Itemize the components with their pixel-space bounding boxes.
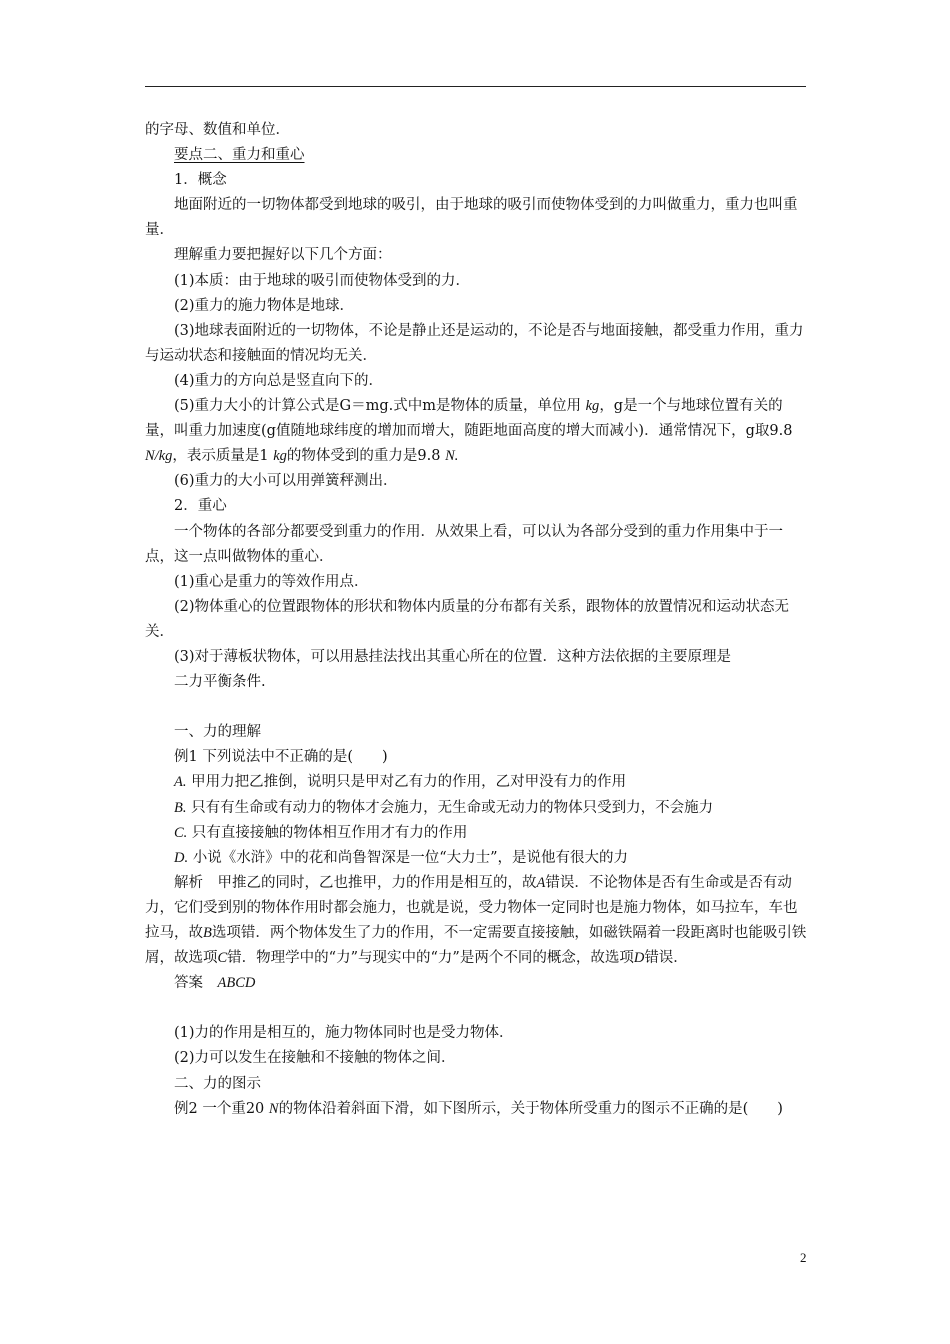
option-b: B. 只有有生命或有动力的物体才会施力，无生命或无动力的物体只受到力，不会施力 (174, 799, 714, 816)
list-item: (5)重力大小的计算公式是G＝mg.式中m是物体的质量，单位用 kg，g是一个与地球位置有关的量，叫重力加速度(g值随地球纬度的增加而增大，随距地面高度的增大而减小)．通常情况下，g取9.8 N/kg，表示质量是1 kg的物体受到的重力是9.8 N. (145, 398, 793, 465)
paragraph: 地面附近的一切物体都受到地球的吸引，由于地球的吸引而使物体受到的力叫做重力，重力也叫重量． (145, 197, 798, 239)
answer: 答案 ABCD (174, 975, 256, 992)
paragraph: 二力平衡条件. (174, 674, 266, 691)
section-heading: 二、力的图示 (174, 1075, 261, 1092)
text-line: 的字母、数值和单位． (145, 122, 290, 138)
section-heading: 一、力的理解 (174, 724, 261, 741)
paragraph: 理解重力要把握好以下几个方面： (174, 247, 392, 264)
solution: 解析 甲推乙的同时，乙也推甲，力的作用是相互的，故A错误．不论物体是否有生命或是否有动力，它们受到别的物体作用时都会施力，也就是说，受力物体一定同时也是施力物体，如马拉车，车也拉马，故B选项错．两个物体发生了力的作用，不一定需要直接接触，如磁铁隔着一段距离时也能吸引铁屑，故选项C错．物理学中的“力”与现实中的“力”是两个不同的概念，故选项D错误． (145, 874, 807, 967)
list-item: (1)本质：由于地球的吸引而使物体受到的力． (174, 272, 471, 289)
example-question: 例2 一个重20 N的物体沿着斜面下滑，如下图所示，关于物体所受重力的图示不正确的是( ) (174, 1100, 783, 1117)
list-item: (4)重力的方向总是竖直向下的． (174, 372, 384, 389)
option-c: C. 只有直接接触的物体相互作用才有力的作用 (174, 824, 468, 841)
paragraph: 一个物体的各部分都要受到重力的作用．从效果上看，可以认为各部分受到的重力作用集中于一点，这一点叫做物体的重心． (145, 523, 783, 565)
subheading: 2．重心 (174, 498, 227, 515)
list-item: (2)重力的施力物体是地球． (174, 297, 355, 314)
document-body (145, 118, 807, 1122)
note-item: (2)力可以发生在接触和不接触的物体之间． (174, 1050, 456, 1067)
note-item: (1)力的作用是相互的，施力物体同时也是受力物体． (174, 1025, 514, 1042)
section-heading: 要点二、重力和重心 (174, 147, 305, 164)
spacer (145, 695, 807, 720)
option-d: D. 小说《水浒》中的花和尚鲁智深是一位“大力士”，是说他有很大的力 (174, 849, 629, 866)
list-item: (1)重心是重力的等效作用点． (174, 573, 369, 590)
list-item: (2)物体重心的位置跟物体的形状和物体内质量的分布都有关系，跟物体的放置情况和运动状态无关． (145, 598, 790, 640)
option-a: A. 甲用力把乙推倒，说明只是甲对乙有力的作用，乙对甲没有力的作用 (174, 774, 627, 791)
page-number: 2 (800, 1250, 807, 1265)
example-question: 例1 下列说法中不正确的是( ) (174, 749, 388, 766)
list-item: (3)对于薄板状物体，可以用悬挂法找出其重心所在的位置．这种方法依据的主要原理是 (174, 648, 732, 665)
header-rule (145, 86, 806, 87)
list-item: (6)重力的大小可以用弹簧秤测出． (174, 473, 398, 490)
list-item: (3)地球表面附近的一切物体，不论是静止还是运动的，不论是否与地面接触，都受重力作用，重力与运动状态和接触面的情况均无关． (145, 322, 804, 364)
spacer (145, 996, 807, 1021)
subheading: 1．概念 (174, 172, 227, 189)
